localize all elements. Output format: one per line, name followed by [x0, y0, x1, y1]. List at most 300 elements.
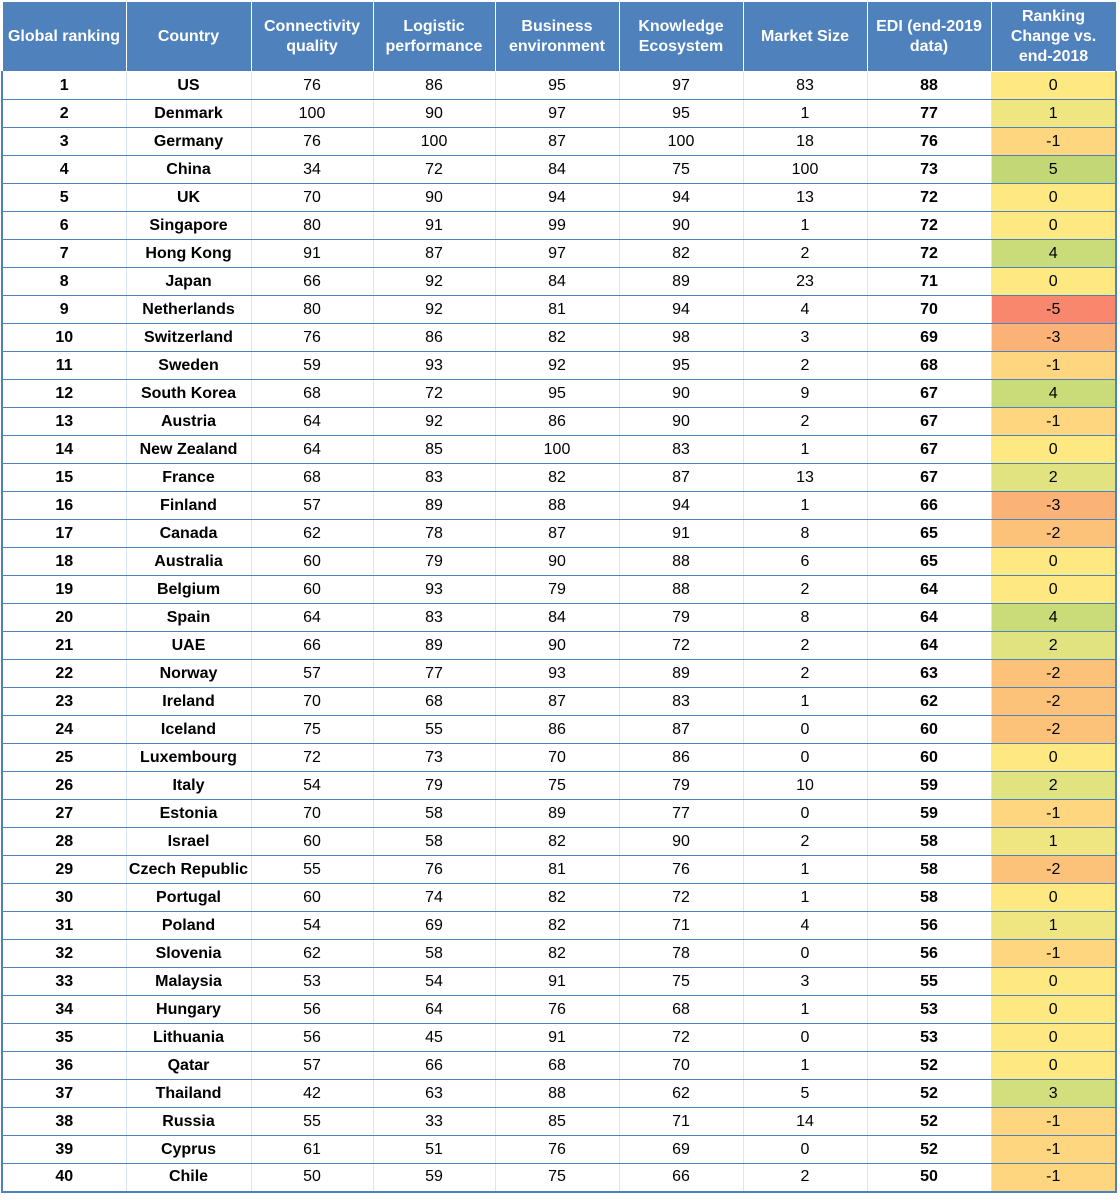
market-size-cell: 83 [743, 72, 867, 100]
logistic-cell: 72 [373, 156, 495, 184]
market-size-cell: 4 [743, 912, 867, 940]
edi-cell: 53 [867, 996, 991, 1024]
country-cell: Spain [126, 604, 251, 632]
ranking-change-cell: -1 [991, 800, 1116, 828]
header-country: Country [126, 2, 251, 72]
knowledge-cell: 62 [619, 1080, 743, 1108]
ranking-change-cell: -2 [991, 716, 1116, 744]
connectivity-cell: 60 [251, 576, 373, 604]
business-cell: 100 [495, 436, 619, 464]
table-row [2, 1024, 1116, 1052]
connectivity-cell: 76 [251, 72, 373, 100]
rank-cell: 4 [2, 156, 126, 184]
ranking-change-cell: 1 [991, 828, 1116, 856]
edi-cell: 52 [867, 1080, 991, 1108]
country-cell: Cyprus [126, 1136, 251, 1164]
edi-cell: 52 [867, 1108, 991, 1136]
business-cell: 94 [495, 184, 619, 212]
ranking-change-cell: -1 [991, 940, 1116, 968]
edi-cell: 52 [867, 1136, 991, 1164]
country-cell: Germany [126, 128, 251, 156]
ranking-change-cell: 0 [991, 996, 1116, 1024]
market-size-cell: 1 [743, 436, 867, 464]
ranking-change-cell: 3 [991, 1080, 1116, 1108]
market-size-cell: 3 [743, 968, 867, 996]
rank-cell: 24 [2, 716, 126, 744]
rank-cell: 27 [2, 800, 126, 828]
country-cell: France [126, 464, 251, 492]
country-cell: Belgium [126, 576, 251, 604]
table-row [2, 1052, 1116, 1080]
market-size-cell: 3 [743, 324, 867, 352]
connectivity-cell: 56 [251, 996, 373, 1024]
edi-cell: 60 [867, 716, 991, 744]
business-cell: 91 [495, 968, 619, 996]
rank-cell: 35 [2, 1024, 126, 1052]
table-row [2, 940, 1116, 968]
logistic-cell: 89 [373, 492, 495, 520]
logistic-cell: 69 [373, 912, 495, 940]
rank-cell: 33 [2, 968, 126, 996]
ranking-change-cell: 0 [991, 744, 1116, 772]
table-row [2, 996, 1116, 1024]
knowledge-cell: 89 [619, 660, 743, 688]
country-cell: Italy [126, 772, 251, 800]
ranking-change-cell: -5 [991, 296, 1116, 324]
country-cell: Netherlands [126, 296, 251, 324]
connectivity-cell: 60 [251, 828, 373, 856]
knowledge-cell: 66 [619, 1164, 743, 1192]
knowledge-cell: 97 [619, 72, 743, 100]
country-cell: Australia [126, 548, 251, 576]
connectivity-cell: 66 [251, 268, 373, 296]
table-row [2, 380, 1116, 408]
rank-cell: 25 [2, 744, 126, 772]
connectivity-cell: 70 [251, 688, 373, 716]
knowledge-cell: 83 [619, 436, 743, 464]
market-size-cell: 2 [743, 352, 867, 380]
knowledge-cell: 76 [619, 856, 743, 884]
logistic-cell: 66 [373, 1052, 495, 1080]
edi-cell: 65 [867, 520, 991, 548]
table-row [2, 828, 1116, 856]
edi-cell: 76 [867, 128, 991, 156]
country-cell: Japan [126, 268, 251, 296]
table-row [2, 492, 1116, 520]
ranking-change-cell: 1 [991, 912, 1116, 940]
knowledge-cell: 90 [619, 380, 743, 408]
country-cell: Austria [126, 408, 251, 436]
business-cell: 82 [495, 464, 619, 492]
market-size-cell: 0 [743, 1024, 867, 1052]
table-row [2, 408, 1116, 436]
rank-cell: 13 [2, 408, 126, 436]
rank-cell: 19 [2, 576, 126, 604]
edi-cell: 69 [867, 324, 991, 352]
table-row [2, 772, 1116, 800]
edi-cell: 72 [867, 212, 991, 240]
ranking-change-cell: -2 [991, 688, 1116, 716]
edi-ranking-table [1, 1, 1117, 1193]
country-cell: US [126, 72, 251, 100]
business-cell: 76 [495, 1136, 619, 1164]
logistic-cell: 68 [373, 688, 495, 716]
country-cell: Luxembourg [126, 744, 251, 772]
business-cell: 87 [495, 128, 619, 156]
rank-cell: 3 [2, 128, 126, 156]
rank-cell: 14 [2, 436, 126, 464]
market-size-cell: 2 [743, 660, 867, 688]
market-size-cell: 13 [743, 184, 867, 212]
business-cell: 89 [495, 800, 619, 828]
business-cell: 82 [495, 884, 619, 912]
connectivity-cell: 60 [251, 884, 373, 912]
logistic-cell: 58 [373, 940, 495, 968]
knowledge-cell: 90 [619, 408, 743, 436]
table-row [2, 1080, 1116, 1108]
rank-cell: 7 [2, 240, 126, 268]
business-cell: 82 [495, 324, 619, 352]
edi-cell: 55 [867, 968, 991, 996]
knowledge-cell: 72 [619, 1024, 743, 1052]
ranking-change-cell: 4 [991, 604, 1116, 632]
business-cell: 88 [495, 1080, 619, 1108]
business-cell: 99 [495, 212, 619, 240]
table-row [2, 912, 1116, 940]
ranking-change-cell: -2 [991, 520, 1116, 548]
connectivity-cell: 56 [251, 1024, 373, 1052]
table-row [2, 968, 1116, 996]
edi-cell: 67 [867, 464, 991, 492]
logistic-cell: 79 [373, 548, 495, 576]
logistic-cell: 78 [373, 520, 495, 548]
business-cell: 85 [495, 1108, 619, 1136]
market-size-cell: 2 [743, 828, 867, 856]
market-size-cell: 1 [743, 688, 867, 716]
rank-cell: 1 [2, 72, 126, 100]
header-global-ranking: Global ranking [2, 2, 126, 72]
country-cell: Lithuania [126, 1024, 251, 1052]
rank-cell: 34 [2, 996, 126, 1024]
ranking-change-cell: 0 [991, 1052, 1116, 1080]
table-row [2, 576, 1116, 604]
connectivity-cell: 54 [251, 772, 373, 800]
knowledge-cell: 79 [619, 604, 743, 632]
country-cell: Czech Republic [126, 856, 251, 884]
ranking-change-cell: 0 [991, 548, 1116, 576]
business-cell: 79 [495, 576, 619, 604]
logistic-cell: 91 [373, 212, 495, 240]
country-cell: New Zealand [126, 436, 251, 464]
connectivity-cell: 66 [251, 632, 373, 660]
rank-cell: 10 [2, 324, 126, 352]
edi-cell: 71 [867, 268, 991, 296]
table-row [2, 100, 1116, 128]
connectivity-cell: 64 [251, 604, 373, 632]
logistic-cell: 92 [373, 296, 495, 324]
table-row [2, 800, 1116, 828]
logistic-cell: 93 [373, 352, 495, 380]
ranking-change-cell: -1 [991, 1108, 1116, 1136]
table-row [2, 352, 1116, 380]
edi-cell: 59 [867, 772, 991, 800]
logistic-cell: 58 [373, 800, 495, 828]
connectivity-cell: 59 [251, 352, 373, 380]
rank-cell: 39 [2, 1136, 126, 1164]
business-cell: 70 [495, 744, 619, 772]
rank-cell: 21 [2, 632, 126, 660]
table-row [2, 184, 1116, 212]
edi-cell: 53 [867, 1024, 991, 1052]
connectivity-cell: 34 [251, 156, 373, 184]
business-cell: 88 [495, 492, 619, 520]
ranking-change-cell: 0 [991, 1024, 1116, 1052]
table-row [2, 604, 1116, 632]
knowledge-cell: 87 [619, 464, 743, 492]
market-size-cell: 1 [743, 100, 867, 128]
business-cell: 97 [495, 240, 619, 268]
header-row [2, 2, 1116, 72]
edi-cell: 60 [867, 744, 991, 772]
country-cell: UAE [126, 632, 251, 660]
knowledge-cell: 94 [619, 184, 743, 212]
edi-cell: 58 [867, 856, 991, 884]
country-cell: Canada [126, 520, 251, 548]
knowledge-cell: 79 [619, 772, 743, 800]
business-cell: 90 [495, 548, 619, 576]
connectivity-cell: 55 [251, 856, 373, 884]
country-cell: China [126, 156, 251, 184]
rank-cell: 31 [2, 912, 126, 940]
edi-cell: 50 [867, 1164, 991, 1192]
table-row [2, 716, 1116, 744]
edi-cell: 67 [867, 380, 991, 408]
header-logistic-performance: Logistic performance [373, 2, 495, 72]
knowledge-cell: 90 [619, 212, 743, 240]
connectivity-cell: 100 [251, 100, 373, 128]
logistic-cell: 92 [373, 268, 495, 296]
rank-cell: 23 [2, 688, 126, 716]
logistic-cell: 72 [373, 380, 495, 408]
logistic-cell: 54 [373, 968, 495, 996]
country-cell: Norway [126, 660, 251, 688]
market-size-cell: 1 [743, 212, 867, 240]
edi-cell: 58 [867, 828, 991, 856]
business-cell: 87 [495, 688, 619, 716]
rank-cell: 36 [2, 1052, 126, 1080]
business-cell: 81 [495, 296, 619, 324]
market-size-cell: 0 [743, 716, 867, 744]
market-size-cell: 10 [743, 772, 867, 800]
logistic-cell: 90 [373, 100, 495, 128]
market-size-cell: 18 [743, 128, 867, 156]
rank-cell: 16 [2, 492, 126, 520]
table-row [2, 548, 1116, 576]
market-size-cell: 100 [743, 156, 867, 184]
country-cell: Switzerland [126, 324, 251, 352]
logistic-cell: 90 [373, 184, 495, 212]
rank-cell: 15 [2, 464, 126, 492]
country-cell: Ireland [126, 688, 251, 716]
market-size-cell: 1 [743, 884, 867, 912]
rank-cell: 32 [2, 940, 126, 968]
logistic-cell: 83 [373, 604, 495, 632]
country-cell: Chile [126, 1164, 251, 1192]
edi-cell: 63 [867, 660, 991, 688]
header-ranking-change: Ranking Change vs. end-2018 [991, 2, 1116, 72]
ranking-change-cell: 2 [991, 772, 1116, 800]
ranking-change-cell: -1 [991, 128, 1116, 156]
knowledge-cell: 100 [619, 128, 743, 156]
ranking-change-cell: 0 [991, 268, 1116, 296]
connectivity-cell: 53 [251, 968, 373, 996]
knowledge-cell: 83 [619, 688, 743, 716]
knowledge-cell: 89 [619, 268, 743, 296]
table-row [2, 1164, 1116, 1192]
rank-cell: 11 [2, 352, 126, 380]
logistic-cell: 33 [373, 1108, 495, 1136]
knowledge-cell: 90 [619, 828, 743, 856]
business-cell: 95 [495, 72, 619, 100]
connectivity-cell: 57 [251, 492, 373, 520]
table-row [2, 212, 1116, 240]
connectivity-cell: 55 [251, 1108, 373, 1136]
table-row [2, 72, 1116, 100]
ranking-change-cell: -1 [991, 408, 1116, 436]
knowledge-cell: 70 [619, 1052, 743, 1080]
edi-cell: 59 [867, 800, 991, 828]
market-size-cell: 2 [743, 632, 867, 660]
header-knowledge-ecosystem: Knowledge Ecosystem [619, 2, 743, 72]
ranking-change-cell: -2 [991, 856, 1116, 884]
logistic-cell: 45 [373, 1024, 495, 1052]
business-cell: 91 [495, 1024, 619, 1052]
table-row [2, 324, 1116, 352]
rank-cell: 40 [2, 1164, 126, 1192]
logistic-cell: 55 [373, 716, 495, 744]
knowledge-cell: 71 [619, 912, 743, 940]
connectivity-cell: 68 [251, 464, 373, 492]
knowledge-cell: 94 [619, 296, 743, 324]
connectivity-cell: 68 [251, 380, 373, 408]
logistic-cell: 59 [373, 1164, 495, 1192]
ranking-change-cell: 0 [991, 968, 1116, 996]
header-market-size: Market Size [743, 2, 867, 72]
market-size-cell: 8 [743, 520, 867, 548]
knowledge-cell: 75 [619, 968, 743, 996]
edi-cell: 67 [867, 408, 991, 436]
logistic-cell: 83 [373, 464, 495, 492]
edi-cell: 77 [867, 100, 991, 128]
table-row [2, 128, 1116, 156]
business-cell: 93 [495, 660, 619, 688]
edi-cell: 66 [867, 492, 991, 520]
header-edi: EDI (end-2019 data) [867, 2, 991, 72]
country-cell: South Korea [126, 380, 251, 408]
country-cell: Hungary [126, 996, 251, 1024]
connectivity-cell: 62 [251, 520, 373, 548]
table-body [2, 72, 1116, 1192]
rank-cell: 20 [2, 604, 126, 632]
ranking-change-cell: 0 [991, 212, 1116, 240]
knowledge-cell: 95 [619, 352, 743, 380]
ranking-change-cell: -3 [991, 492, 1116, 520]
business-cell: 81 [495, 856, 619, 884]
country-cell: Portugal [126, 884, 251, 912]
logistic-cell: 87 [373, 240, 495, 268]
connectivity-cell: 91 [251, 240, 373, 268]
table-row [2, 156, 1116, 184]
edi-cell: 64 [867, 604, 991, 632]
table-row [2, 240, 1116, 268]
rank-cell: 18 [2, 548, 126, 576]
knowledge-cell: 94 [619, 492, 743, 520]
market-size-cell: 0 [743, 1136, 867, 1164]
business-cell: 82 [495, 912, 619, 940]
business-cell: 90 [495, 632, 619, 660]
ranking-change-cell: 0 [991, 436, 1116, 464]
market-size-cell: 1 [743, 492, 867, 520]
table-row [2, 436, 1116, 464]
rank-cell: 30 [2, 884, 126, 912]
edi-cell: 73 [867, 156, 991, 184]
logistic-cell: 77 [373, 660, 495, 688]
market-size-cell: 0 [743, 800, 867, 828]
business-cell: 84 [495, 604, 619, 632]
country-cell: Singapore [126, 212, 251, 240]
business-cell: 97 [495, 100, 619, 128]
business-cell: 75 [495, 1164, 619, 1192]
knowledge-cell: 95 [619, 100, 743, 128]
connectivity-cell: 76 [251, 128, 373, 156]
connectivity-cell: 50 [251, 1164, 373, 1192]
business-cell: 82 [495, 940, 619, 968]
knowledge-cell: 78 [619, 940, 743, 968]
logistic-cell: 93 [373, 576, 495, 604]
logistic-cell: 79 [373, 772, 495, 800]
business-cell: 75 [495, 772, 619, 800]
knowledge-cell: 72 [619, 884, 743, 912]
edi-cell: 52 [867, 1052, 991, 1080]
connectivity-cell: 54 [251, 912, 373, 940]
rank-cell: 38 [2, 1108, 126, 1136]
country-cell: Malaysia [126, 968, 251, 996]
logistic-cell: 85 [373, 436, 495, 464]
business-cell: 82 [495, 828, 619, 856]
ranking-change-cell: 2 [991, 464, 1116, 492]
header-business-environment: Business environment [495, 2, 619, 72]
knowledge-cell: 71 [619, 1108, 743, 1136]
market-size-cell: 2 [743, 1164, 867, 1192]
ranking-change-cell: 0 [991, 184, 1116, 212]
edi-cell: 64 [867, 576, 991, 604]
country-cell: Israel [126, 828, 251, 856]
market-size-cell: 1 [743, 996, 867, 1024]
market-size-cell: 5 [743, 1080, 867, 1108]
logistic-cell: 86 [373, 72, 495, 100]
knowledge-cell: 82 [619, 240, 743, 268]
edi-cell: 67 [867, 436, 991, 464]
table-row [2, 1108, 1116, 1136]
knowledge-cell: 88 [619, 548, 743, 576]
table-row [2, 268, 1116, 296]
ranking-change-cell: 0 [991, 576, 1116, 604]
market-size-cell: 0 [743, 744, 867, 772]
country-cell: UK [126, 184, 251, 212]
table-row [2, 688, 1116, 716]
ranking-change-cell: 1 [991, 100, 1116, 128]
logistic-cell: 73 [373, 744, 495, 772]
